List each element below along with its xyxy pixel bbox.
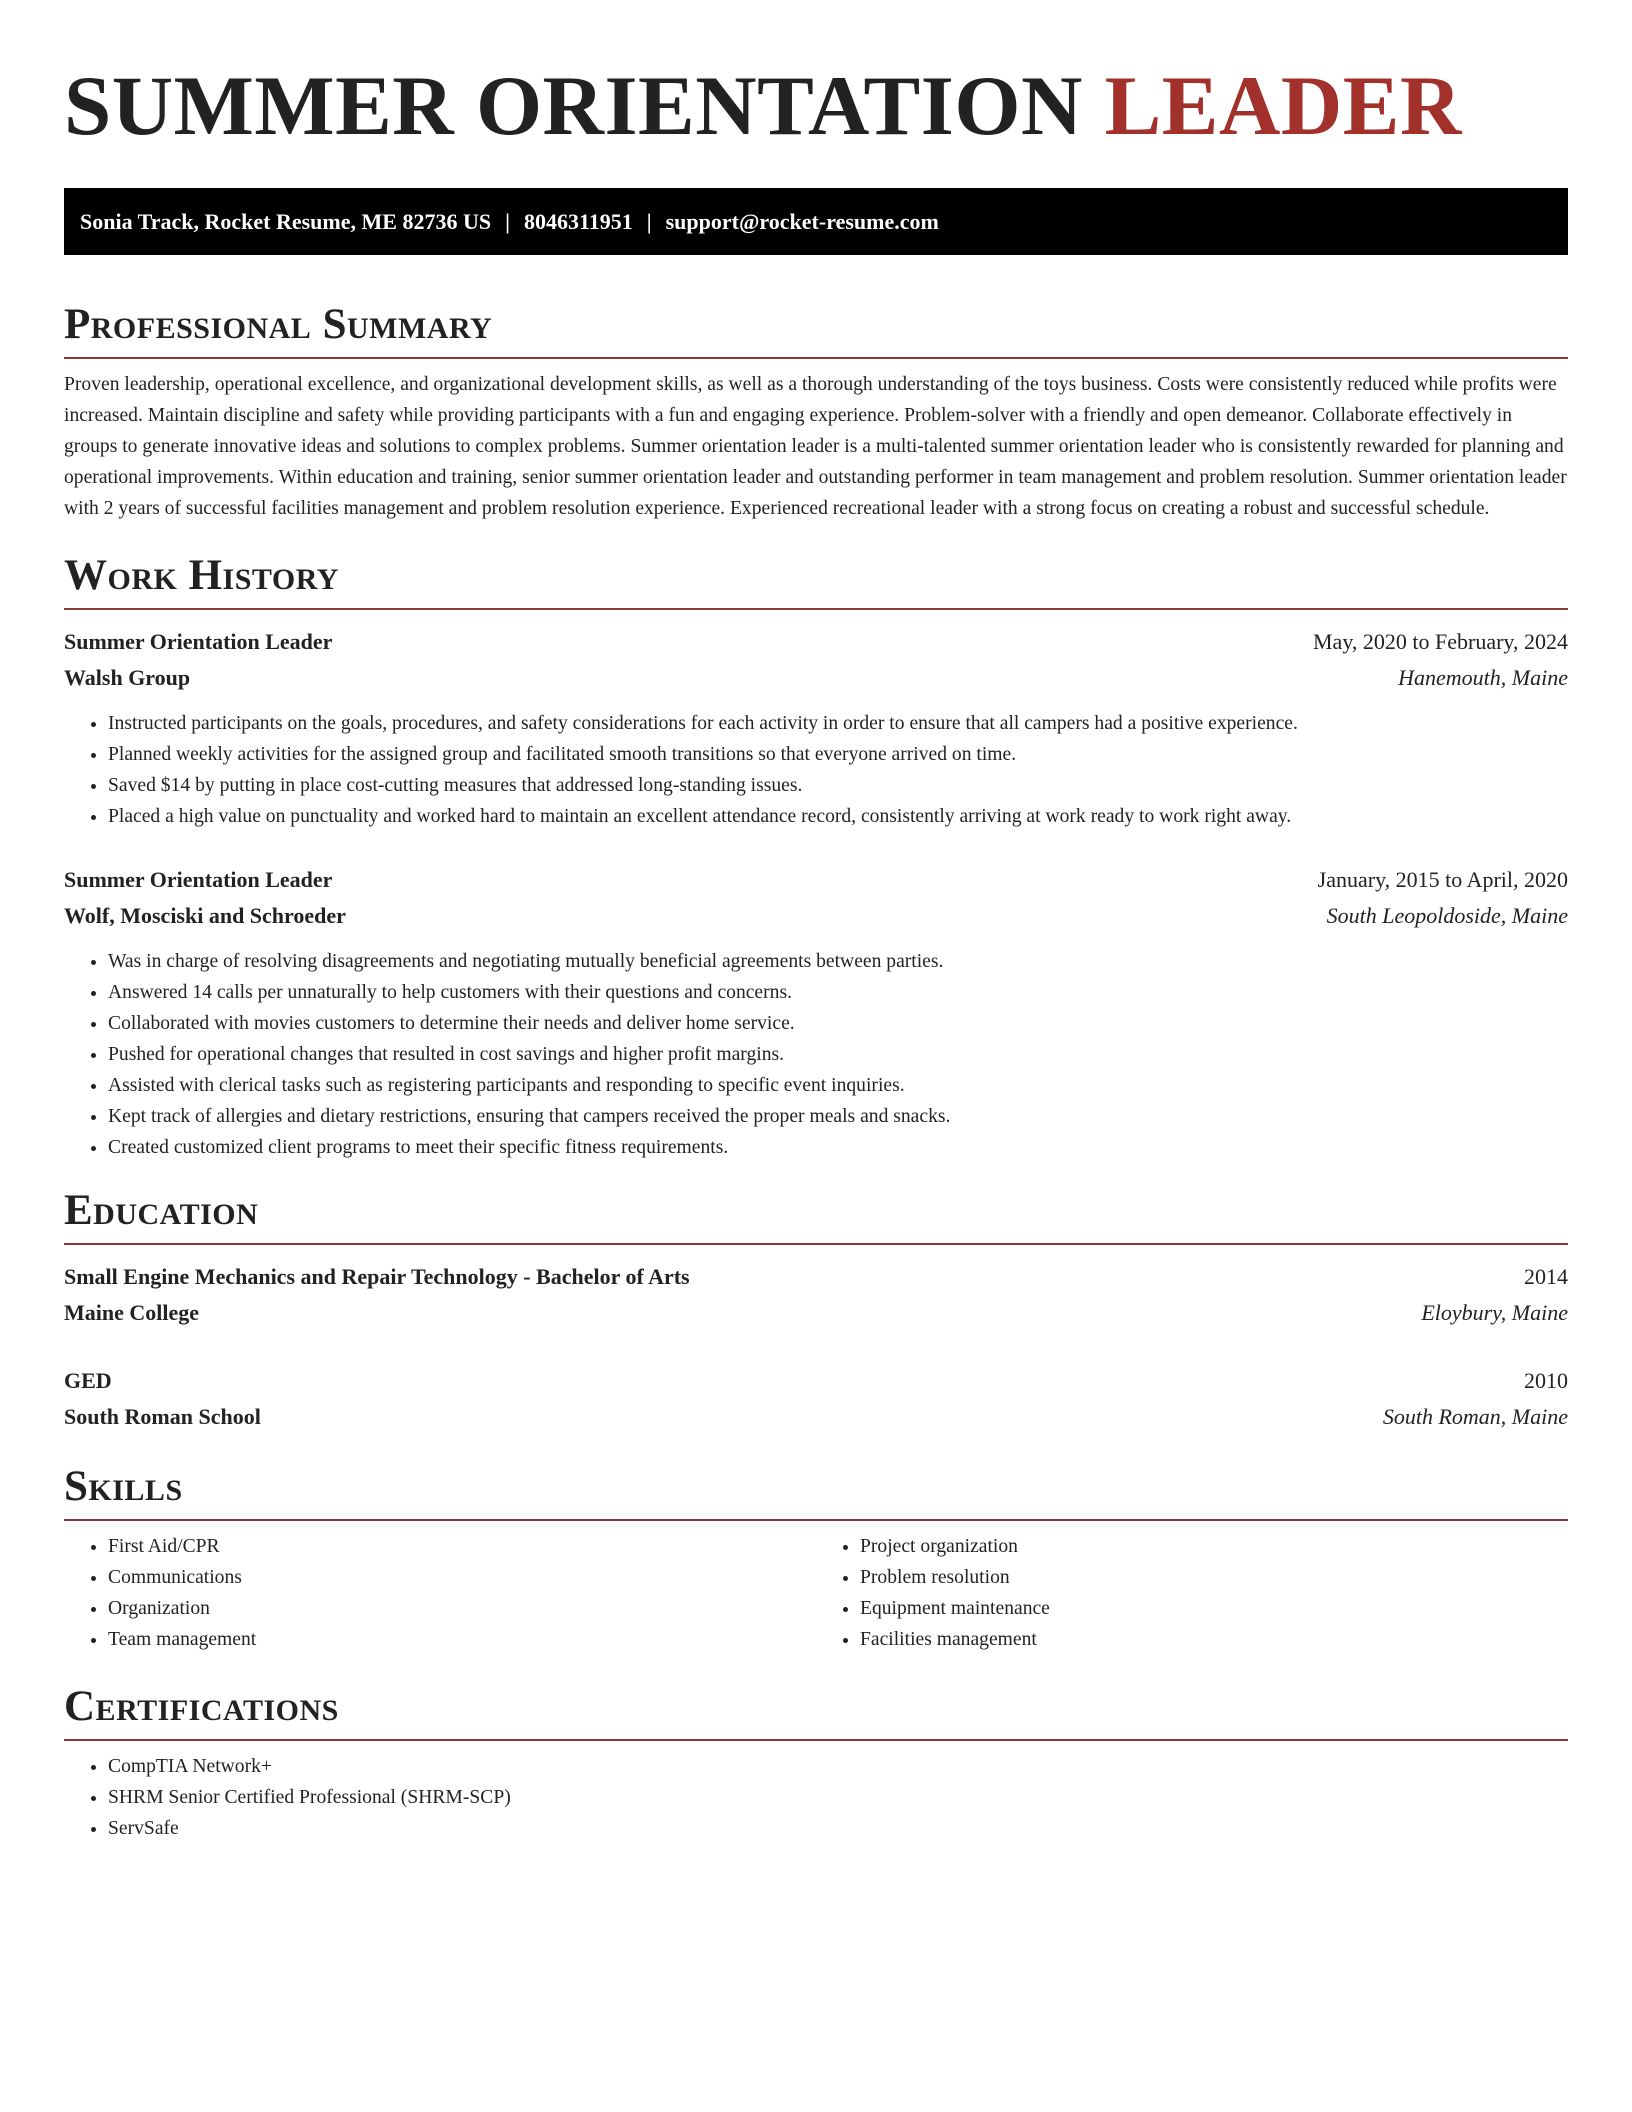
summary-heading: Professional Summary <box>64 299 1568 359</box>
job-company: Walsh Group <box>64 665 191 690</box>
job-dates: May, 2020 to February, 2024 <box>1313 629 1568 654</box>
job-dates: January, 2015 to April, 2020 <box>1317 867 1568 892</box>
skill-item: • Communications <box>108 1562 816 1593</box>
job-company-row <box>64 898 1568 934</box>
job-title: Summer Orientation Leader <box>64 867 333 892</box>
job-bullet: • Planned weekly activities for the assigned group and facilitated smooth transitions so that everyone arrived on time. <box>108 739 1568 770</box>
certification-item: • ServSafe <box>108 1813 1568 1844</box>
education-heading: Education <box>64 1185 1568 1245</box>
job-bullet: • Instructed participants on the goals, procedures, and safety considerations for each activity in order to ensure that all campers had a positive experience. <box>108 708 1568 739</box>
education-degree-row <box>64 1363 1568 1399</box>
education-school: South Roman School <box>64 1404 261 1429</box>
job-bullet: • Pushed for operational changes that resulted in cost savings and higher profit margins. <box>108 1039 1568 1070</box>
job-bullet: • Assisted with clerical tasks such as registering participants and responding to specific event inquiries. <box>108 1070 1568 1101</box>
certifications-section <box>64 1681 1568 1844</box>
job-bullet: • Collaborated with movies customers to determine their needs and deliver home service. <box>108 1008 1568 1039</box>
job-bullet: • Placed a high value on punctuality and worked hard to maintain an excellent attendance record, consistently arriving at work ready to work right away. <box>108 801 1568 832</box>
job-title-row <box>64 624 1568 660</box>
skill-item: • Team management <box>108 1624 816 1655</box>
education-entry <box>64 1363 1568 1435</box>
contact-separator: | <box>505 208 510 234</box>
skills-grid <box>64 1531 1568 1655</box>
work-history-heading: Work History <box>64 550 1568 610</box>
job-bullet: • Was in charge of resolving disagreements and negotiating mutually beneficial agreements between parties. <box>108 946 1568 977</box>
education-degree: GED <box>64 1368 112 1393</box>
skill-item: • Project organization <box>860 1531 1568 1562</box>
job-location: Hanemouth, Maine <box>1398 665 1568 690</box>
education-school-row <box>64 1399 1568 1435</box>
education-school-row <box>64 1295 1568 1331</box>
job-title-row <box>64 862 1568 898</box>
certification-item: • CompTIA Network+ <box>108 1751 1568 1782</box>
skill-item: • First Aid/CPR <box>108 1531 816 1562</box>
title-main: SUMMER ORIENTATION <box>64 59 1083 153</box>
contact-bar <box>64 188 1568 255</box>
work-history-section <box>64 550 1568 1163</box>
certifications-list <box>64 1751 1568 1844</box>
job-entry <box>64 862 1568 1163</box>
job-bullets <box>64 946 1568 1163</box>
education-degree: Small Engine Mechanics and Repair Technology - Bachelor of Arts <box>64 1264 690 1289</box>
skills-section <box>64 1461 1568 1655</box>
skill-item: • Problem resolution <box>860 1562 1568 1593</box>
contact-address: Sonia Track, Rocket Resume, ME 82736 US <box>80 208 492 234</box>
education-degree-row <box>64 1259 1568 1295</box>
resume-title <box>64 56 1568 156</box>
education-location: Eloybury, Maine <box>1421 1300 1568 1325</box>
certification-item: • SHRM Senior Certified Professional (SHRM-SCP) <box>108 1782 1568 1813</box>
job-company-row <box>64 660 1568 696</box>
job-bullet: • Kept track of allergies and dietary restrictions, ensuring that campers received the proper meals and snacks. <box>108 1101 1568 1132</box>
skill-item: • Organization <box>108 1593 816 1624</box>
education-location: South Roman, Maine <box>1382 1404 1568 1429</box>
certifications-heading: Certifications <box>64 1681 1568 1741</box>
education-school: Maine College <box>64 1300 200 1325</box>
job-bullet: • Answered 14 calls per unnaturally to help customers with their questions and concerns. <box>108 977 1568 1008</box>
summary-text: Proven leadership, operational excellence, and organizational development skills, as well as a thorough understanding of the toys business. Costs were consistently reduced while profits were increased. Maintain discipline and safety while providing participants with a fun and engaging experience. Problem-solver with a friendly and open demeanor. Collaborate effectively in groups to generate innovative ideas and solutions to complex problems. Summer orientation leader is a multi-talented summer orientation leader who is consistently rewarded for planning and operational improvements. Within education and training, senior summer orientation leader and outstanding performer in team management and problem resolution. Summer orientation leader with 2 years of successful facilities management and problem resolution experience. Experienced recreational leader with a strong focus on creating a robust and successful schedule. <box>64 374 1567 519</box>
education-section <box>64 1185 1568 1435</box>
job-bullets <box>64 708 1568 832</box>
education-entry <box>64 1259 1568 1331</box>
job-entry <box>64 624 1568 832</box>
skill-item: • Equipment maintenance <box>860 1593 1568 1624</box>
skills-list-right <box>816 1531 1568 1655</box>
skills-heading: Skills <box>64 1461 1568 1521</box>
title-accent: LEADER <box>1104 59 1462 153</box>
education-year: 2014 <box>1524 1264 1568 1289</box>
job-company: Wolf, Mosciski and Schroeder <box>64 903 346 928</box>
skills-list-left <box>64 1531 816 1655</box>
education-year: 2010 <box>1524 1368 1568 1393</box>
job-bullet: • Saved $14 by putting in place cost-cutting measures that addressed long-standing issues. <box>108 770 1568 801</box>
summary-section <box>64 299 1568 524</box>
contact-separator: | <box>646 208 652 234</box>
contact-phone[interactable]: 8046311951 <box>523 208 633 234</box>
job-bullet: • Created customized client programs to meet their specific fitness requirements. <box>108 1132 1568 1163</box>
job-title: Summer Orientation Leader <box>64 629 333 654</box>
contact-email[interactable]: support@rocket-resume.com <box>665 208 939 234</box>
skill-item: • Facilities management <box>860 1624 1568 1655</box>
job-location: South Leopoldoside, Maine <box>1326 903 1568 928</box>
